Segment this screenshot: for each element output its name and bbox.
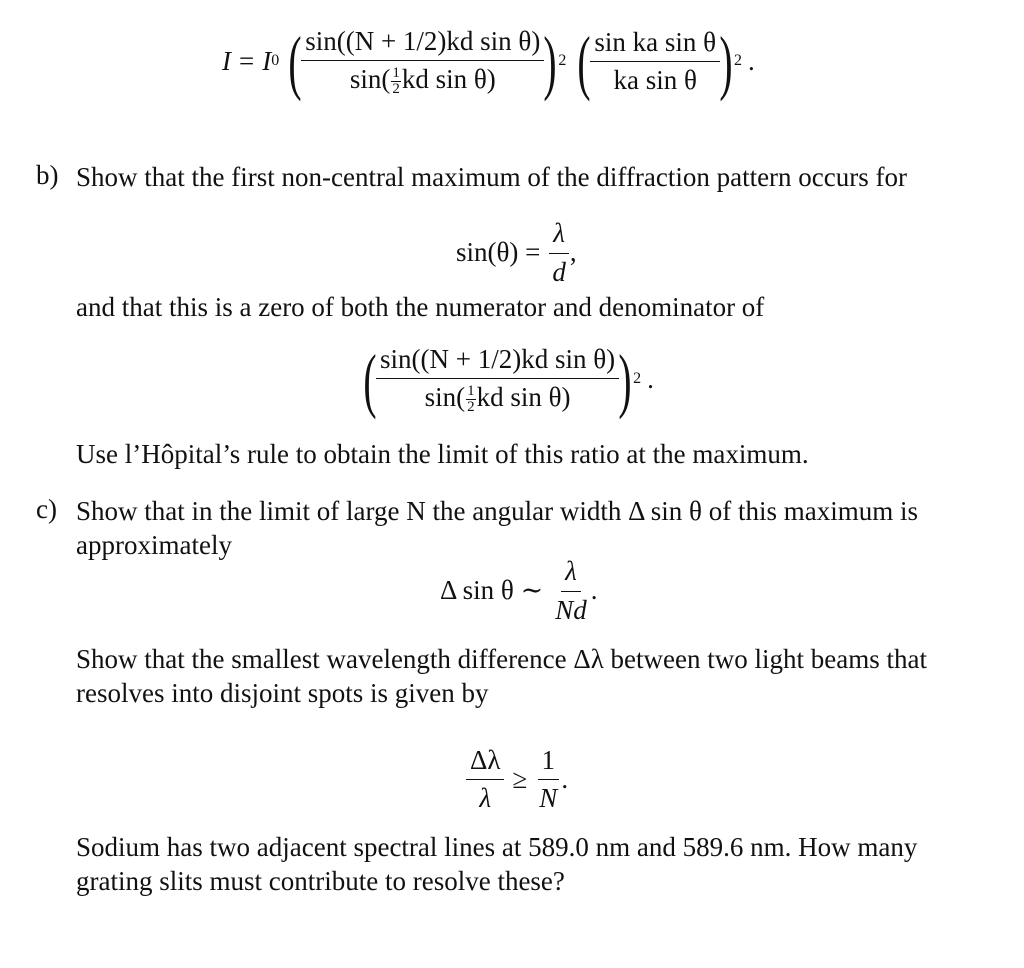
part-b-max-equation (456, 218, 577, 288)
equals-sign: = (239, 45, 255, 76)
width-eq-fraction (551, 556, 591, 625)
i0-subscript: 0 (271, 52, 280, 70)
single-slit-fraction (590, 27, 720, 96)
part-b-text-3: Use l’Hôpital’s rule to obtain the limit of this ratio at the maximum. (76, 439, 809, 469)
ratio-den-post: kd sin θ) (476, 381, 571, 412)
ratio-denominator (421, 379, 575, 415)
intensity-lhs: I (222, 45, 231, 76)
half-fraction (391, 66, 401, 97)
resolution-relation: ≥ (512, 763, 528, 794)
single-slit-denominator: ka sin θ (613, 65, 697, 95)
part-c-text-3: Sodium has two adjacent spectral lines at 589.0 nm and 589.6 nm. How many grating slits must contribute to resolve these? (76, 832, 918, 896)
part-b-label: b) (36, 160, 59, 190)
resolution-punct: . (561, 763, 569, 794)
max-eq-punct: , (569, 237, 577, 268)
part-c-label: c) (36, 494, 57, 524)
ratio-right-paren: ) (618, 339, 632, 420)
ratio-numerator: sin((N + 1/2)kd sin θ) (376, 344, 619, 379)
ratio-half-num: 1 (467, 383, 475, 400)
ratio-left-paren: ( (363, 339, 377, 420)
single-slit-numerator: sin ka sin θ (590, 27, 720, 62)
left-paren-2: ( (577, 21, 591, 102)
resolution-lhs-denominator: λ (479, 783, 492, 813)
den-post: kd sin θ) (401, 63, 496, 94)
max-eq-numerator: λ (549, 218, 569, 253)
max-eq-fraction (548, 218, 570, 287)
grating-factor-numerator: sin((N + 1/2)kd sin θ) (301, 26, 544, 61)
part-c-resolution-equation (466, 742, 568, 817)
ratio-exponent: 2 (633, 370, 642, 388)
width-eq-punct: . (590, 575, 598, 606)
max-eq-denominator: d (552, 256, 566, 287)
part-b-text-1: Show that the first non-central maximum of the diffraction pattern occurs for (76, 162, 908, 192)
part-c-text-2: Show that the smallest wavelength difference Δλ between two light beams that resolves into disjoint spots is given by (76, 644, 927, 708)
half-den: 2 (392, 81, 400, 98)
resolution-rhs-denominator: N (539, 783, 558, 813)
width-eq-denominator: Nd (555, 594, 587, 625)
right-paren-1: ) (543, 21, 557, 102)
intensity-equation (222, 14, 755, 109)
resolution-lhs-numerator: Δλ (466, 745, 504, 780)
part-c-text-1: Show that in the limit of large N the angular width Δ sin θ of this maximum is approximately (76, 496, 918, 560)
resolution-rhs-fraction (535, 745, 561, 814)
width-eq-lhs: Δ sin θ ∼ (440, 575, 544, 606)
ratio-fraction (376, 344, 619, 415)
width-eq-numerator: λ (561, 556, 581, 591)
ratio-half-fraction (466, 384, 476, 415)
part-c-width-equation (440, 556, 597, 626)
left-paren-1: ( (288, 21, 302, 102)
part-b-ratio-equation (364, 332, 654, 427)
resolution-rhs-numerator: 1 (538, 745, 560, 780)
part-b-text-2: and that this is a zero of both the numerator and denominator of (76, 292, 765, 322)
grating-factor-denominator (346, 61, 500, 97)
ratio-half-den: 2 (467, 399, 475, 416)
ratio-den-pre: sin( (424, 381, 466, 412)
half-num: 1 (392, 65, 400, 82)
resolution-lhs-fraction (466, 745, 504, 814)
exponent-1: 2 (558, 52, 567, 70)
right-paren-2: ) (719, 21, 733, 102)
grating-factor-fraction (301, 26, 544, 97)
den-pre: sin( (349, 63, 391, 94)
end-punct: . (748, 45, 755, 76)
i0-symbol: I (262, 45, 272, 76)
ratio-punct: . (647, 363, 654, 394)
max-eq-lhs: sin(θ) = (456, 237, 541, 268)
exponent-2: 2 (734, 52, 743, 70)
